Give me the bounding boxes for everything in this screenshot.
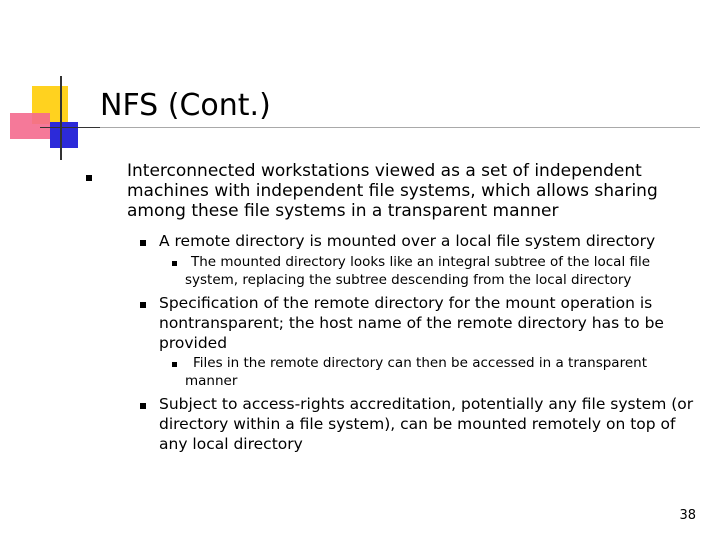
slide-title: NFS (Cont.): [100, 88, 271, 123]
bullet-l3-transparent-access: Files in the remote directory can then be accessed in a transparent manner: [185, 355, 647, 389]
bullet-marker-l1: [86, 175, 92, 181]
bullet-marker-l3: [172, 362, 177, 367]
bullet-marker-l2: [140, 302, 146, 308]
bullet-marker-l2: [140, 403, 146, 409]
bullet-marker-l2: [140, 240, 146, 246]
bullet-l2-nontransparent: Specification of the remote directory for the mount operation is nontransparent; the host name of the remote directory has to be provided: [159, 294, 664, 352]
decor-blue-square: [50, 122, 78, 148]
title-underline: [100, 127, 700, 128]
page-number: 38: [679, 508, 696, 523]
decor-title-rule-dark: [40, 127, 100, 128]
bullet-l2-remote-mount: A remote directory is mounted over a local file system directory: [159, 232, 656, 250]
bullet-l1-workstations: Interconnected workstations viewed as a set of independent machines with independent file systems, which allows sharing among these file systems in a transparent manner: [127, 161, 658, 221]
bullet-l3-integral-subtree: The mounted directory looks like an integral subtree of the local file system, replacing the subtree descending from the local directory: [185, 254, 651, 288]
bullet-l2-access-rights: Subject to access-rights accreditation, potentially any file system (or directory within a file system), can be mounted remotely on top of any local directory: [159, 395, 694, 453]
decor-red-square: [10, 113, 50, 139]
bullet-marker-l3: [172, 261, 177, 266]
decor-vertical-line: [60, 76, 62, 160]
